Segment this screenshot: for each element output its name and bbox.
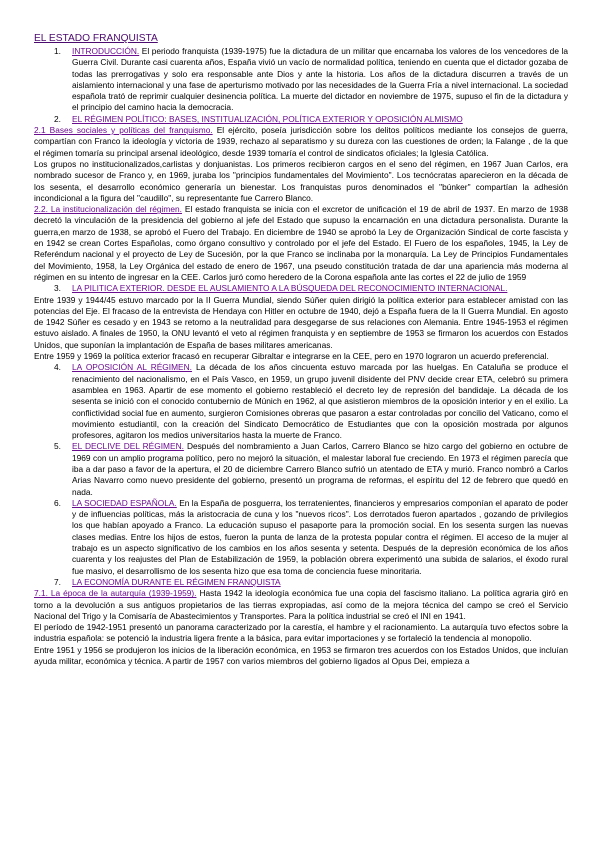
section-sociedad bbox=[34, 498, 568, 577]
paragraph-grupos: Los grupos no institucionalizados,carlistas y donjuanistas. Los primeros recibieron cargos en el seno del régimen, en 1967 Juan Carlos, era nombrado sucesor de Franco y, en 1969, juraba los "principios fundamentales del Movimiento". Los tecnócratas aparecieron en la década de los sesenta, el desarrollo económico generaría un bienestar. Los franquistas puros denominados el "búnker" compartían la adhesión incondicional a la figura del "caudillo", su representante fue Carrero Blanco. bbox=[34, 158, 568, 203]
section-introduccion bbox=[34, 46, 568, 114]
section-heading: EL RÉGIMEN POLÍTICO: BASES, INSTITUALIZACIÓN, POLÍTICA EXTERIOR Y OPOSICIÓN ALMISMO bbox=[72, 113, 463, 124]
section-text: La década de los años cincuenta estuvo marcada por las huelgas. En Cataluña se produce el renacimiento del nacionalismo, en el País Vasco, en 1959, un grupo juvenil disidente del PNV decide crear ETA, celebró su primera asamblea en 1963. Apartir de ese momento el gobierno restableció el decreto ley de represión del bandidaje. La década de los sesenta se inició con el conocido contubernio de Múnich en 1962, al que asistieron miembros de la oposición interior y en el exilio. La conflictividad social fue en aumento, surgieron Comisiones obreras que pasaron a estar controladas por concilio del Vaticano, como el movimiento estudiantil, con la creación del Sindicato Democrático de Estudiantes que con la oposición mostrada por algunos profesores, agitaron los medios universitarios hasta la muerte de Franco. bbox=[72, 362, 568, 441]
document-title: EL ESTADO FRANQUISTA bbox=[34, 33, 158, 44]
section-text: Después del nombramiento a Juan Carlos, Carrero Blanco se hizo cargo del gobierno en octubre de 1969 con un amplio programa político, pero no mejoró la situación, el malestar laboral fue creciendo. En 1973 el régimen parecía que iba a dar paso a favor de la apertura, el 20 de diciembre Carrero Blanco sufrió un atentado de ETA y murió. Franco nombró a Carlos Arias Navarro como nuevo presidente del gobierno, presentó un programa de reformas, el espíritu del 12 de febrero que quedó en nada. bbox=[72, 441, 568, 497]
subsection-heading: 7.1. La época de la autarquía (1939-1959). bbox=[34, 588, 197, 599]
section-number: 5. bbox=[54, 441, 61, 452]
section-number: 4. bbox=[54, 362, 61, 373]
section-number: 6. bbox=[54, 497, 61, 508]
section-heading: INTRODUCCIÓN. bbox=[72, 46, 140, 56]
section-heading: LA PILITICA EXTERIOR. DESDE EL AUSLAMIENTO A LA BÚSQUEDA DEL RECONOCIMIENTO INTERNACIONAL. bbox=[72, 283, 508, 294]
paragraph-exterior-1: Entre 1939 y 1944/45 estuvo marcado por la II Guerra Mundial, siendo Súñer quien dirigió la política exterior para establecer amistad con las potencias del Eje. El fracaso de la entrevista de Hendaya con Hitler en octubre de 1940, dejó a España fuera de la II Guerra Mundial. En agosto de 1942 Súñer es cesado y en 1943 se retomo a la neutralidad para desgegarse de sus relaciones con Alemania. Entre 1945-1953 el régimen estuvo aislado. A finales de 1950, la ONU levantó el veto al régimen franquista y en septiembre de 1953 se firmaron los acuerdos con Estados Unidos, que suponían la implantación de España de bases militares americanas. bbox=[34, 294, 568, 350]
subsection-institucionalizacion bbox=[34, 204, 568, 283]
paragraph-1951-1956: Entre 1951 y 1956 se produjeron los inicios de la liberación económica, en 1953 se firmaron tres acuerdos con los Estados Unidos, que incluían ayuda militar, económica y técnica. A partir de 1957 con varios miembros del gobierno ligados al Opus Dei, empieza a bbox=[34, 644, 568, 667]
section-number: 2. bbox=[54, 113, 61, 124]
subsection-bases-sociales bbox=[34, 125, 568, 159]
section-text: En la España de posguerra, los terratenientes, financieros y empresarios componían el aparato de poder y de influencias políticas, más la aristocracia de cuna y los "nuevos ricos". Los derrotados fueron apartados , gozando de privilegios los que habían apoyado a Franco. La educación supuso el pasaporte para la promoción social. En los sesenta surgen las nuevas clases medias. Entre los hijos de estos, fueron la punta de lanza de la protesta popular contra el régimen. El acceso de la mujer al trabajo es un aspecto significativo de los cambios en los años sesenta y setenta. Después de la depresión económica de los años cuarenta y los reajustes del Plan de Estabilización de 1959, la población obrera experimentó una subida de salarios, el éxodo rural fue masivo, el desarrollismo de los sesenta hizo que esa toma de conciencia fuese minoritaria. bbox=[72, 497, 568, 576]
section-oposicion bbox=[34, 362, 568, 441]
document-page bbox=[34, 32, 568, 667]
subsection-heading: 2.1 Bases sociales y políticas del franquismo. bbox=[34, 125, 213, 136]
subsection-text: Hasta 1942 la ideología económica fue una copia del fascismo italiano. La política agraria giró en torno a la devolución a sus antiguos propietarios de las tierras expropiadas, así como de la mejora técnica del campo se creó el Servicio Nacional del Trigo y la Comisaría de Abastecimientos y Transportes. Para la política industrial se creó el INI en 1941. bbox=[34, 588, 569, 621]
section-economia-title bbox=[34, 577, 568, 588]
subsection-heading: 2.2. La institucionalización del régimen. bbox=[34, 204, 182, 215]
section-heading: EL DECLIVE DEL RÉGIMEN. bbox=[72, 441, 184, 452]
subsection-autarquia bbox=[34, 588, 568, 622]
section-heading: LA ECONOMÍA DURANTE EL RÉGIMEN FRANQUISTA bbox=[72, 576, 281, 587]
paragraph-exterior-2: Entre 1959 y 1969 la política exterior fracasó en recuperar Gibraltar e integrarse en la CEE, pero en 1970 lograron un acuerdo preferencial. bbox=[34, 351, 549, 362]
paragraph-1942-1951: El período de 1942-1951 presentó un panorama caracterizado por la carestía, el hambre y el racionamiento. La autarquía tuvo efectos sobre la industria española: se potenció la industria ligera frente a la básica, para evitar importaciones y se fortaleció la tendencia al monopolio. bbox=[34, 622, 568, 644]
subsection-text: El ejército, poseía jurisdicción sobre los delitos políticos mediante los consejos de guerra, compartían con Franco la ideología y victoria de 1939, rechazo al separatismo y su dureza con las cuestiones de orden; la Falange , de la que el régimen tomaría su principal arsenal ideológico, desde 1939 tomaría el control de sindicatos oficiales; la Iglesia Católica. bbox=[34, 125, 569, 158]
section-text: El periodo franquista (1939-1975) fue la dictadura de un militar que encarnaba los valores de los vencedores de la Guerra Civil. Durante casi cuarenta años, España vivió un vacío de normalidad política, teniendo en cuenta que el dictador gozaba de todas las prerrogativas y solo era responsable ante Dios y ante la historia. Los años de la dictadura discurren a través de un aislamiento internacional y una fase de aperturismo motivado por las necesidades de la Guerra Fría a nivel internacional. La sociedad española trató de reprimir cualquier desinencia política. La muerte del dictador en noviembre de 1975, supuso el fin de la dictadura y el principio del camino hacia la democracia. bbox=[72, 46, 568, 113]
section-number: 3. bbox=[54, 283, 61, 294]
section-declive bbox=[34, 441, 568, 497]
section-politica-exterior-title bbox=[34, 283, 568, 294]
section-heading: LA OPOSICIÓN AL RÉGIMEN. bbox=[72, 362, 192, 373]
section-number: 7. bbox=[54, 576, 61, 587]
section-regimen-politico-title bbox=[34, 114, 568, 125]
section-number: 1. bbox=[54, 46, 61, 56]
section-heading: LA SOCIEDAD ESPAÑOLA. bbox=[72, 497, 177, 508]
subsection-text: El estado franquista se inicia con el excretor de unificación el 19 de abril de 1937. En marzo de 1938 decretó la vinculación de la presidencia del gobierno al jefe del Estado que supuso la encarnación en una dictadura personalista. Durante la guerra,en marzo de 1938, se aprobó el Fuero del Trabajo. En diciembre de 1940 se aprobó la Ley de Organización Sindical de corte fascista y en 1942 se crean Cortes Españolas, como órgano consultivo y controlado por el jefe del Estado. El Fuero de los españoles, 1945, la Ley de Referéndum nacional y el proyecto de Ley de Sucesión, por la que Franco se inclinaba por la monarquía. La Ley de Principios Fundamentales del Movimiento, 1958, la Ley Orgánica del estado de enero de 1967, una pseudo constitución tratada de dar una apariencia más moderna al régimen en su intento de ingresar en la CEE. Carlos juró como heredero de la Corona española ante las cortes el 22 de julio de 1959 bbox=[34, 204, 568, 282]
